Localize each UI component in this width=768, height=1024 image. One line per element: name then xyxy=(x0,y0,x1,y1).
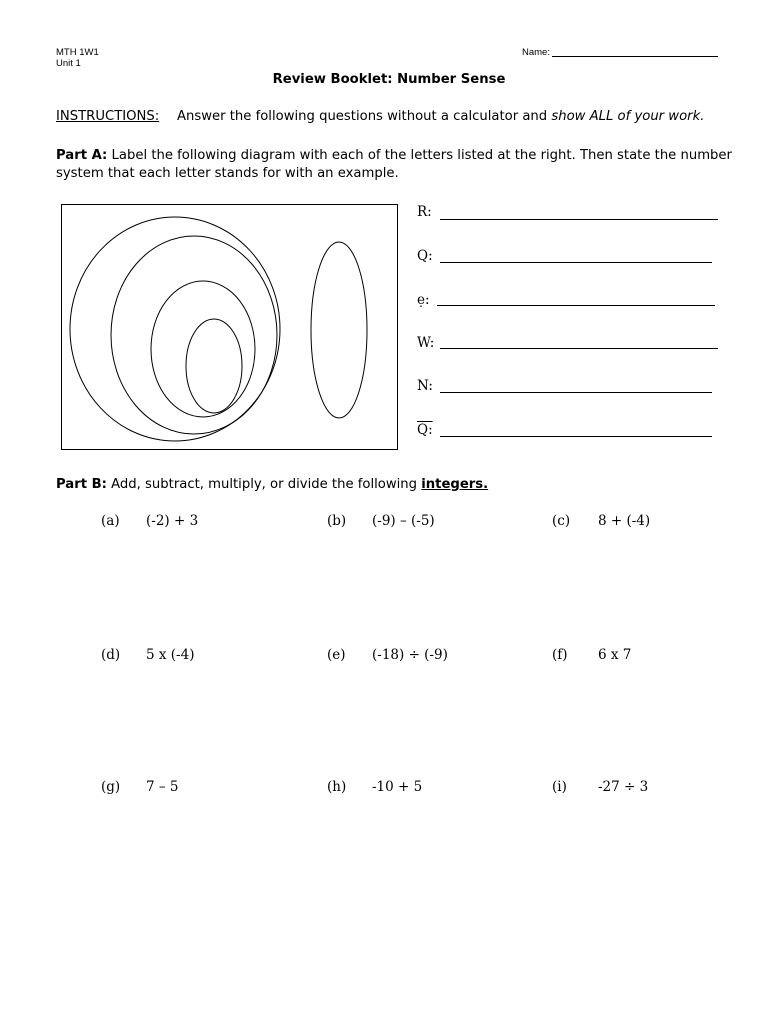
name-line[interactable] xyxy=(552,56,718,57)
question-i-expr: -27 ÷ 3 xyxy=(598,779,649,795)
instructions-text xyxy=(177,108,704,126)
letter-n: N: xyxy=(417,378,433,394)
question-e-label: (e) xyxy=(327,647,346,663)
question-h-label: (h) xyxy=(327,779,347,795)
letter-r: R: xyxy=(417,204,432,220)
question-b-expr: (-9) – (-5) xyxy=(372,513,435,529)
answer-line-r[interactable] xyxy=(440,219,718,220)
name-label: Name: xyxy=(522,47,550,58)
question-h-expr: -10 + 5 xyxy=(372,779,423,795)
answer-line-n[interactable] xyxy=(440,392,712,393)
answer-line-w[interactable] xyxy=(440,348,718,349)
letter-q: Q: xyxy=(417,248,433,264)
letter-q-bar: Q: xyxy=(417,422,433,438)
question-a-label: (a) xyxy=(101,513,120,529)
region-separate[interactable] xyxy=(311,242,367,418)
instructions-body: Answer the following questions without a calculator and xyxy=(177,109,552,124)
part-a-line2: system that each letter stands for with an example. xyxy=(56,166,399,181)
part-b-line xyxy=(56,476,488,494)
region-inner[interactable] xyxy=(186,319,242,413)
question-a-expr: (-2) + 3 xyxy=(146,513,199,529)
page-title: Review Booklet: Number Sense xyxy=(272,72,506,87)
question-i-label: (i) xyxy=(552,779,567,795)
answer-line-q[interactable] xyxy=(440,262,712,263)
question-g-expr: 7 – 5 xyxy=(146,779,179,795)
question-f-label: (f) xyxy=(552,647,568,663)
letter-e: ẹ: xyxy=(417,292,430,308)
instructions-emphasis: show ALL of your work. xyxy=(551,109,705,124)
question-f-expr: 6 x 7 xyxy=(598,647,632,663)
question-b-label: (b) xyxy=(327,513,347,529)
question-c-expr: 8 + (-4) xyxy=(598,513,651,529)
part-a-line1 xyxy=(56,147,732,165)
number-system-diagram[interactable] xyxy=(61,204,398,450)
part-b-emphasis: integers. xyxy=(421,477,489,492)
course-code: MTH 1W1 xyxy=(56,47,99,58)
part-a-label: Part A: xyxy=(56,148,108,163)
question-g-label: (g) xyxy=(101,779,121,795)
answer-line-q-bar[interactable] xyxy=(440,436,712,437)
letter-w: W: xyxy=(417,335,435,351)
question-c-label: (c) xyxy=(552,513,571,529)
question-d-expr: 5 x (-4) xyxy=(146,647,195,663)
part-a-text1: Label the following diagram with each of the letters listed at the right. Then state the number xyxy=(111,148,732,163)
question-d-label: (d) xyxy=(101,647,121,663)
part-b-text: Add, subtract, multiply, or divide the following xyxy=(111,477,422,492)
question-e-expr: (-18) ÷ (-9) xyxy=(372,647,448,663)
answer-line-e[interactable] xyxy=(437,305,715,306)
instructions-label: INSTRUCTIONS: xyxy=(56,109,160,124)
region-outer[interactable] xyxy=(70,217,280,441)
region-third[interactable] xyxy=(151,281,255,417)
unit-label: Unit 1 xyxy=(56,58,81,69)
part-b-label: Part B: xyxy=(56,477,107,492)
